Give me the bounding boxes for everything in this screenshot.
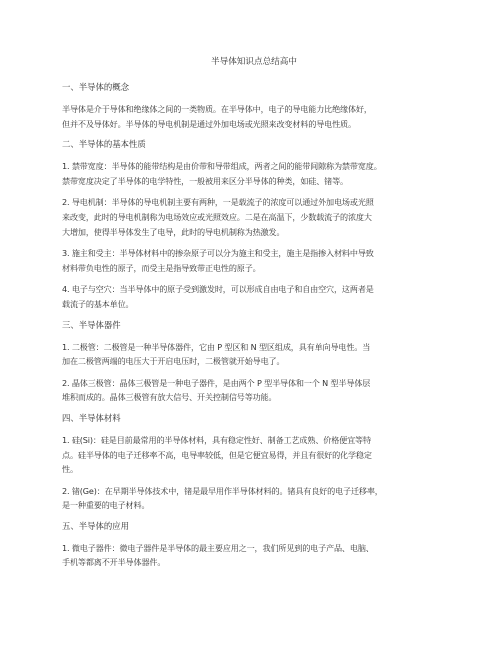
paragraph	[62, 102, 446, 131]
paragraph-line: 加在二极管两端的电压大于开启电压时，二极管就开始导电了。	[62, 356, 285, 367]
paragraph	[62, 433, 446, 477]
paragraph-line: 2. 晶体三极管：晶体三极管是一种电子器件，是由两个 P 型半导体和一个 N 型半导体层	[62, 377, 371, 388]
paragraph-line: 禁带宽度决定了半导体的电学特性，一般被用来区分半导体的种类，如硅、锗等。	[62, 175, 348, 186]
paragraph	[62, 195, 446, 239]
section-heading: 四、半导体材料	[62, 412, 121, 423]
paragraph-line: 堆积而成的。晶体三极管有放大信号、开关控制信号等功能。	[62, 392, 277, 403]
paragraph-line: 点。硅半导体的电子迁移率不高，电导率较低，但是它便宜易得，并且有很好的化学稳定	[62, 449, 372, 460]
document-page	[62, 56, 446, 577]
paragraph-line: 材料带负电性的原子，而受主是指导致带正电性的原子。	[62, 262, 261, 273]
section-heading: 二、半导体的基本性质	[62, 139, 146, 150]
paragraph	[62, 159, 446, 188]
paragraph-line: 3. 施主和受主：半导体材料中的掺杂原子可以分为施主和受主，施主是指掺入材料中导致	[62, 248, 374, 259]
document-body	[62, 81, 446, 570]
section-heading: 三、半导体器件	[62, 319, 121, 330]
paragraph-line: 大增加，使得半导体发生了电导，此时的导电机制称为热激发。	[62, 226, 285, 237]
paragraph-line: 1. 微电子器件：微电子器件是半导体的最主要应用之一，我们所见到的电子产品、电脑、	[62, 542, 374, 553]
paragraph	[62, 340, 446, 369]
paragraph-line: 1. 禁带宽度：半导体的能带结构是由价带和导带组成，两者之间的能带间隙称为禁带宽度。	[62, 161, 382, 172]
paragraph-line: 4. 电子与空穴：当半导体中的原子受到激发时，可以形成自由电子和自由空穴，这两者是	[62, 284, 374, 295]
paragraph	[62, 541, 446, 570]
paragraph-line: 手机等都离不开半导体器件。	[62, 557, 166, 568]
section-heading: 五、半导体的应用	[62, 520, 129, 531]
paragraph-line: 1. 二极管：二极管是一种半导体器件，它由 P 型区和 N 型区组成，具有单向导电性。当	[62, 341, 371, 352]
paragraph	[62, 246, 446, 275]
paragraph-line: 性。	[62, 464, 78, 475]
paragraph-line: 但并不及导体好。半导体的导电机制是通过外加电场或光照来改变材料的导电性质。	[62, 118, 356, 129]
paragraph-line: 半导体是介于导体和绝缘体之间的一类物质。在半导体中，电子的导电能力比绝缘体好，	[62, 104, 372, 114]
paragraph-line: 2. 导电机制：半导体的导电机制主要有两种，一是载流子的浓度可以通过外加电场或光照	[62, 197, 374, 208]
paragraph-line: 载流子的基本单位。	[62, 298, 134, 309]
paragraph	[62, 484, 446, 513]
paragraph-line: 是一种重要的电子材料。	[62, 500, 150, 511]
paragraph-line: 1. 硅(Si)：硅是目前最常用的半导体材料，具有稳定性好、制备工艺成熟、价格便宜等特	[62, 434, 371, 445]
paragraph	[62, 376, 446, 405]
paragraph-line: 2. 锗(Ge)：在早期半导体技术中，锗是最早用作半导体材料的。锗具有良好的电子迁移率，	[62, 485, 383, 496]
section-heading: 一、半导体的概念	[62, 82, 129, 92]
paragraph	[62, 282, 446, 311]
paragraph-line: 来改变，此时的导电机制称为电场效应或光照效应。二是在高温下，少数载流子的浓度大	[62, 211, 372, 222]
document-title: 半导体知识点总结高中	[211, 57, 297, 67]
